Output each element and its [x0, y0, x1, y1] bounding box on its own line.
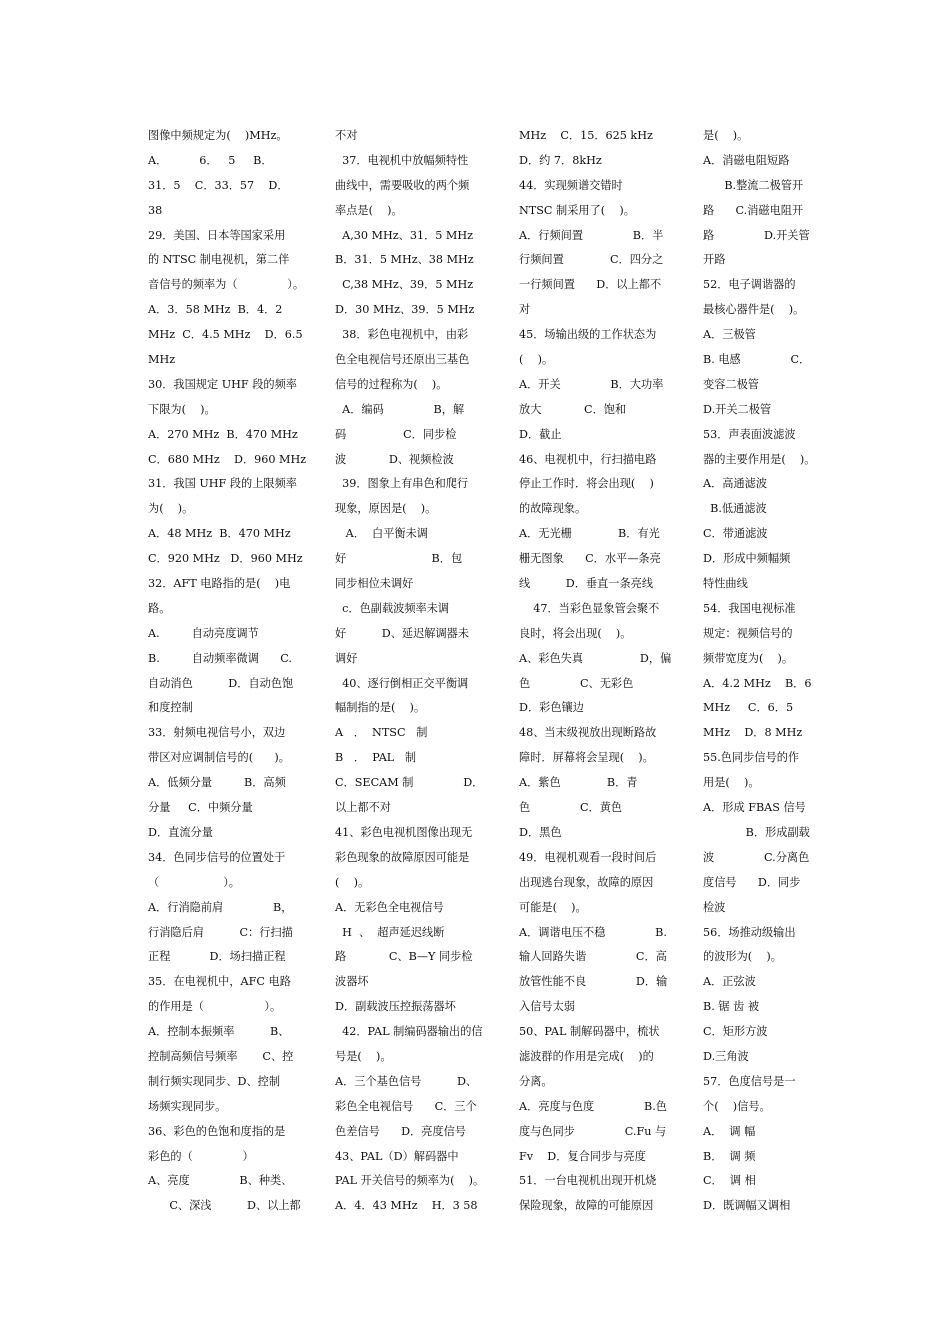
- text-line: 输人回路失谐 C．高: [519, 950, 667, 964]
- text-line: 是( )。: [703, 129, 749, 142]
- text-line: D．约 7．8kHz: [519, 153, 602, 167]
- text-line: 频带宽度为( )。: [703, 651, 794, 665]
- text-line: A,30 MHz、31．5 MHz: [335, 228, 474, 242]
- text-line: B. 锯 齿 被: [703, 1000, 760, 1014]
- text-column-1: [148, 124, 307, 1219]
- text-line: A．三极管: [703, 328, 756, 342]
- text-line: 障时．屏幕将会呈现( )。: [519, 751, 654, 765]
- text-line: 可能是( )。: [519, 900, 587, 914]
- text-line: MHz D．8 MHz: [703, 726, 803, 740]
- text-line: 55.色同步信号的作: [703, 751, 800, 765]
- text-line: A．形成 FBAS 信号: [703, 801, 806, 815]
- text-line: 器的主要作用是( )。: [703, 452, 816, 466]
- text-column-2: [335, 124, 485, 1219]
- text-line: 曲线中，需要吸收的两个频: [335, 178, 470, 192]
- text-line: 波器坏: [335, 975, 369, 989]
- text-line: D．截止: [519, 427, 562, 441]
- text-line: A．低频分量 B．高频: [148, 776, 286, 790]
- text-line: A．无光栅 B．有光: [519, 527, 660, 541]
- text-line: 栅无图象 C．水平—条亮: [519, 552, 661, 566]
- text-line: D.三角波: [703, 1049, 749, 1063]
- text-line: 放大 C．饱和: [519, 402, 627, 416]
- text-line: 分量 C．中频分量: [148, 801, 253, 815]
- text-line: 线 D．垂直一条亮线: [519, 577, 654, 591]
- text-line: 47．当彩色显象管会聚不: [519, 601, 660, 615]
- text-line: B. 自动频率微调 C.: [148, 651, 292, 665]
- text-line: 40、逐行倒相正交平衡调: [335, 676, 469, 690]
- text-line: 色全电视信号还原出三基色: [335, 353, 470, 367]
- text-line: A．4.2 MHz B．6: [703, 676, 812, 690]
- text-line: 检波: [703, 900, 726, 914]
- text-line: A．4．43 MHz H．3 58: [335, 1199, 478, 1213]
- text-line: MHz C．6．5: [703, 701, 794, 715]
- text-line: 好 D、延迟解调器未: [335, 626, 470, 640]
- text-line: 44．实现频谱交错时: [519, 178, 623, 192]
- text-line: 入信号太弱: [519, 1000, 575, 1014]
- text-line: A ． NTSC 制: [335, 726, 428, 740]
- text-line: A．正弦波: [703, 975, 756, 989]
- text-line: 41、彩色电视机图像出现无: [335, 825, 473, 839]
- text-line: C． 调 相: [703, 1174, 756, 1188]
- text-line: 37．电视机中放幅频特性: [335, 153, 469, 167]
- text-line: A．无彩色全电视信号: [335, 900, 444, 914]
- text-line: A．控制本振频率 B、: [148, 1025, 290, 1039]
- text-line: 带区对应调制信号的( )。: [148, 751, 290, 765]
- text-line: 自动消色 D．自动色饱: [148, 676, 294, 690]
- text-line: 放管性能不良 D．输: [519, 975, 668, 989]
- text-line: 号是( )。: [335, 1049, 392, 1063]
- text-line: （ ）。: [148, 875, 240, 889]
- text-line: A．消磁电阻短路: [703, 153, 790, 167]
- text-line: 用是( )。: [703, 776, 760, 790]
- text-line: 同步相位未调好: [335, 577, 414, 591]
- text-line: A．行频间置 B．半: [519, 228, 664, 242]
- text-line: 度与色同步 C.Fu 与: [519, 1124, 667, 1138]
- text-line: 对: [519, 303, 531, 317]
- text-line: 规定：视频信号的: [703, 626, 793, 640]
- text-column-3: [519, 124, 672, 1219]
- text-line: D．直流分量: [148, 825, 213, 839]
- text-line: 出现逃台现象，故障的原因: [519, 875, 654, 889]
- text-line: D．30 MHz、39．5 MHz: [335, 303, 475, 317]
- text-line: 彩色现象的故障原因可能是: [335, 850, 470, 864]
- text-line: NTSC 制采用了( )。: [519, 203, 635, 217]
- text-line: A． 6． 5 B．: [148, 153, 273, 167]
- text-line: 43、PAL（D）解码器中: [335, 1149, 459, 1163]
- text-line: 29．美国、日本等国家采用: [148, 228, 286, 242]
- text-line: D.开关二极管: [703, 402, 772, 416]
- text-line: D．彩色镶边: [519, 701, 584, 715]
- text-line: 42．PAL 制编码器输出的信: [335, 1025, 483, 1039]
- text-line: C,38 MHz、39．5 MHz: [335, 278, 474, 292]
- text-line: A． 调 幅: [703, 1124, 756, 1138]
- text-line: B．形成副载: [703, 825, 810, 839]
- text-line: A．编码 B，解: [335, 402, 465, 416]
- text-line: 保险现象，故障的可能原因: [519, 1199, 654, 1213]
- text-line: 率点是( )。: [335, 203, 403, 217]
- text-line: 30．我国规定 UHF 段的频率: [148, 377, 297, 391]
- text-line: 行消隐后肩 C：行扫描: [148, 925, 293, 939]
- text-line: 52．电子调谐器的: [703, 278, 796, 292]
- text-line: 波 C.分离色: [703, 850, 810, 864]
- text-line: 图像中频规定为( )MHz。: [148, 129, 288, 142]
- text-line: 33．射频电视信号小，双边: [148, 726, 286, 740]
- text-line: 54．我国电视标准: [703, 601, 796, 615]
- text-line: 不对: [335, 129, 358, 142]
- text-line: 下限为( )。: [148, 402, 216, 416]
- text-line: 度信号 D．同步: [703, 875, 801, 889]
- text-line: 45．场输出级的工作状态为: [519, 328, 657, 342]
- text-line: 正程 D．场扫描正程: [148, 950, 286, 964]
- text-line: 的 NTSC 制电视机，第二伴: [148, 253, 290, 267]
- text-line: A．3．58 MHz B．4．2: [148, 303, 283, 317]
- text-line: 为( )。: [148, 502, 194, 516]
- text-line: D．黑色: [519, 825, 562, 839]
- text-line: B.整流二极管开: [703, 178, 804, 192]
- text-line: 36、彩色的色饱和度指的是: [148, 1124, 286, 1138]
- text-line: 分离。: [519, 1074, 553, 1088]
- text-line: 色差信号 D．亮度信号: [335, 1124, 466, 1138]
- text-line: A、彩色失真 D，偏: [519, 651, 672, 665]
- text-line: MHz: [148, 353, 176, 367]
- text-line: 48、当末级视放出现断路故: [519, 726, 657, 740]
- text-line: A、亮度 B、种类、: [148, 1174, 293, 1188]
- text-line: 码 C．同步检: [335, 427, 457, 441]
- text-line: 停止工作时．将会出现( ): [519, 477, 654, 491]
- text-line: 现象，原因是( )。: [335, 502, 437, 516]
- text-line: C．矩形方波: [703, 1025, 768, 1039]
- text-line: B ． PAL 制: [335, 751, 417, 765]
- text-line: 和度控制: [148, 701, 193, 715]
- text-line: 幅制指的是( )。: [335, 701, 426, 715]
- text-line: 38: [148, 203, 163, 217]
- text-line: MHz C．15．625 kHz: [519, 129, 653, 142]
- text-line: A．270 MHz B．470 MHz: [148, 427, 298, 441]
- text-line: MHz C．4.5 MHz D．6.5: [148, 328, 303, 342]
- text-line: 50、PAL 制解码器中，梳状: [519, 1025, 660, 1039]
- text-line: 场频实现同步。: [148, 1099, 227, 1113]
- text-line: 路 C、B—Y 同步检: [335, 950, 473, 964]
- text-line: 的波形为( )。: [703, 950, 782, 964]
- text-line: ( )。: [335, 875, 370, 889]
- text-line: D．副载波压控振荡器坏: [335, 1000, 456, 1014]
- text-line: 制行频实现同步、D、控制: [148, 1074, 281, 1088]
- text-line: A． 白平衡未调: [335, 527, 428, 541]
- text-line: 49．电视机观看一段时间后: [519, 850, 657, 864]
- text-line: 路 C.消磁电阻开: [703, 203, 804, 217]
- text-line: 53．声表面波滤波: [703, 427, 796, 441]
- text-line: A．亮度与色度 B.色: [519, 1099, 667, 1113]
- text-line: 良时，将会出现( )。: [519, 626, 632, 640]
- text-line: 好 B．包: [335, 552, 463, 566]
- text-line: 的作用是（ ）。: [148, 1000, 282, 1014]
- text-line: 音信号的频率为（ ）。: [148, 278, 305, 292]
- text-line: 31．我国 UHF 段的上限频率: [148, 477, 297, 491]
- text-line: 以上都不对: [335, 801, 391, 815]
- text-line: B．31．5 MHz、38 MHz: [335, 253, 474, 267]
- text-line: 开路: [703, 253, 726, 267]
- text-line: C．SECAM 制 D．: [335, 776, 484, 790]
- text-line: 一行频间置 D．以上都不: [519, 278, 662, 292]
- text-line: Fv D．复合同步与亮度: [519, 1149, 646, 1163]
- text-line: 51．一台电视机出现开机烧: [519, 1174, 657, 1188]
- text-line: 滤波群的作用是完成( )的: [519, 1049, 654, 1063]
- text-line: C．680 MHz D．960 MHz: [148, 452, 307, 466]
- text-line: 35．在电视机中，AFC 电路: [148, 975, 291, 989]
- text-line: 34．色同步信号的位置处于: [148, 850, 286, 864]
- text-line: 色 C、无彩色: [519, 676, 634, 690]
- text-line: 56．场推动级输出: [703, 925, 796, 939]
- text-column-4: [703, 124, 815, 1219]
- text-line: A．三个基色信号 D、: [335, 1074, 478, 1088]
- text-line: 路 D.开关管: [703, 228, 810, 242]
- text-line: PAL 开关信号的频率为( )。: [335, 1174, 485, 1188]
- text-line: ( )。: [519, 353, 554, 367]
- text-line: B. 电感 C．: [703, 353, 811, 367]
- text-line: 信号的过程称为( )。: [335, 377, 448, 391]
- text-line: 32．AFT 电路指的是( )电: [148, 577, 291, 591]
- text-line: A．紫色 B．青: [519, 776, 638, 790]
- text-line: 彩色的（ ）: [148, 1149, 254, 1163]
- text-line: 色 C．黄色: [519, 801, 623, 815]
- text-line: c．色副载波频率未调: [335, 601, 450, 615]
- text-line: 行频间置 C．四分之: [519, 253, 664, 267]
- text-line: 彩色全电视信号 C．三个: [335, 1099, 477, 1113]
- text-line: A．行消隐前肩 B，: [148, 900, 293, 914]
- text-line: 特性曲线: [703, 577, 748, 591]
- text-line: A．48 MHz B．470 MHz: [148, 527, 291, 541]
- text-line: 46、电视机中，行扫描电路: [519, 452, 657, 466]
- text-line: 控制高频信号频率 C、控: [148, 1049, 294, 1063]
- text-line: D．形成中频幅频: [703, 552, 791, 566]
- text-line: A. 自动亮度调节: [148, 626, 259, 640]
- text-line: H 、 超声延迟线断: [335, 925, 445, 939]
- text-line: C．带通滤波: [703, 527, 768, 541]
- text-line: A．高通滤波: [703, 477, 768, 491]
- text-line: 的故障现象。: [519, 502, 587, 516]
- text-line: 调好: [335, 651, 358, 665]
- text-line: A．调谐电压不稳 B.: [519, 925, 667, 939]
- text-line: 路。: [148, 601, 171, 615]
- text-line: C．920 MHz D．960 MHz: [148, 552, 303, 566]
- text-line: C、深浅 D、以上都: [148, 1199, 301, 1213]
- text-line: 38．彩色电视机中，由彩: [335, 328, 469, 342]
- text-line: 最核心器件是( )。: [703, 303, 805, 317]
- text-line: 波 D、视频检波: [335, 452, 454, 466]
- text-line: B.低通滤波: [703, 502, 767, 516]
- text-line: 39．图象上有串色和爬行: [335, 477, 469, 491]
- text-line: 57．色度信号是一: [703, 1074, 796, 1088]
- text-line: D．既调幅又调相: [703, 1199, 791, 1213]
- text-line: 变容二极管: [703, 377, 759, 391]
- text-line: A．开关 B．大功率: [519, 377, 664, 391]
- text-line: B． 调 频: [703, 1149, 756, 1163]
- text-line: 31．5 C．33．57 D．: [148, 178, 289, 192]
- text-line: 个( )信号。: [703, 1099, 771, 1113]
